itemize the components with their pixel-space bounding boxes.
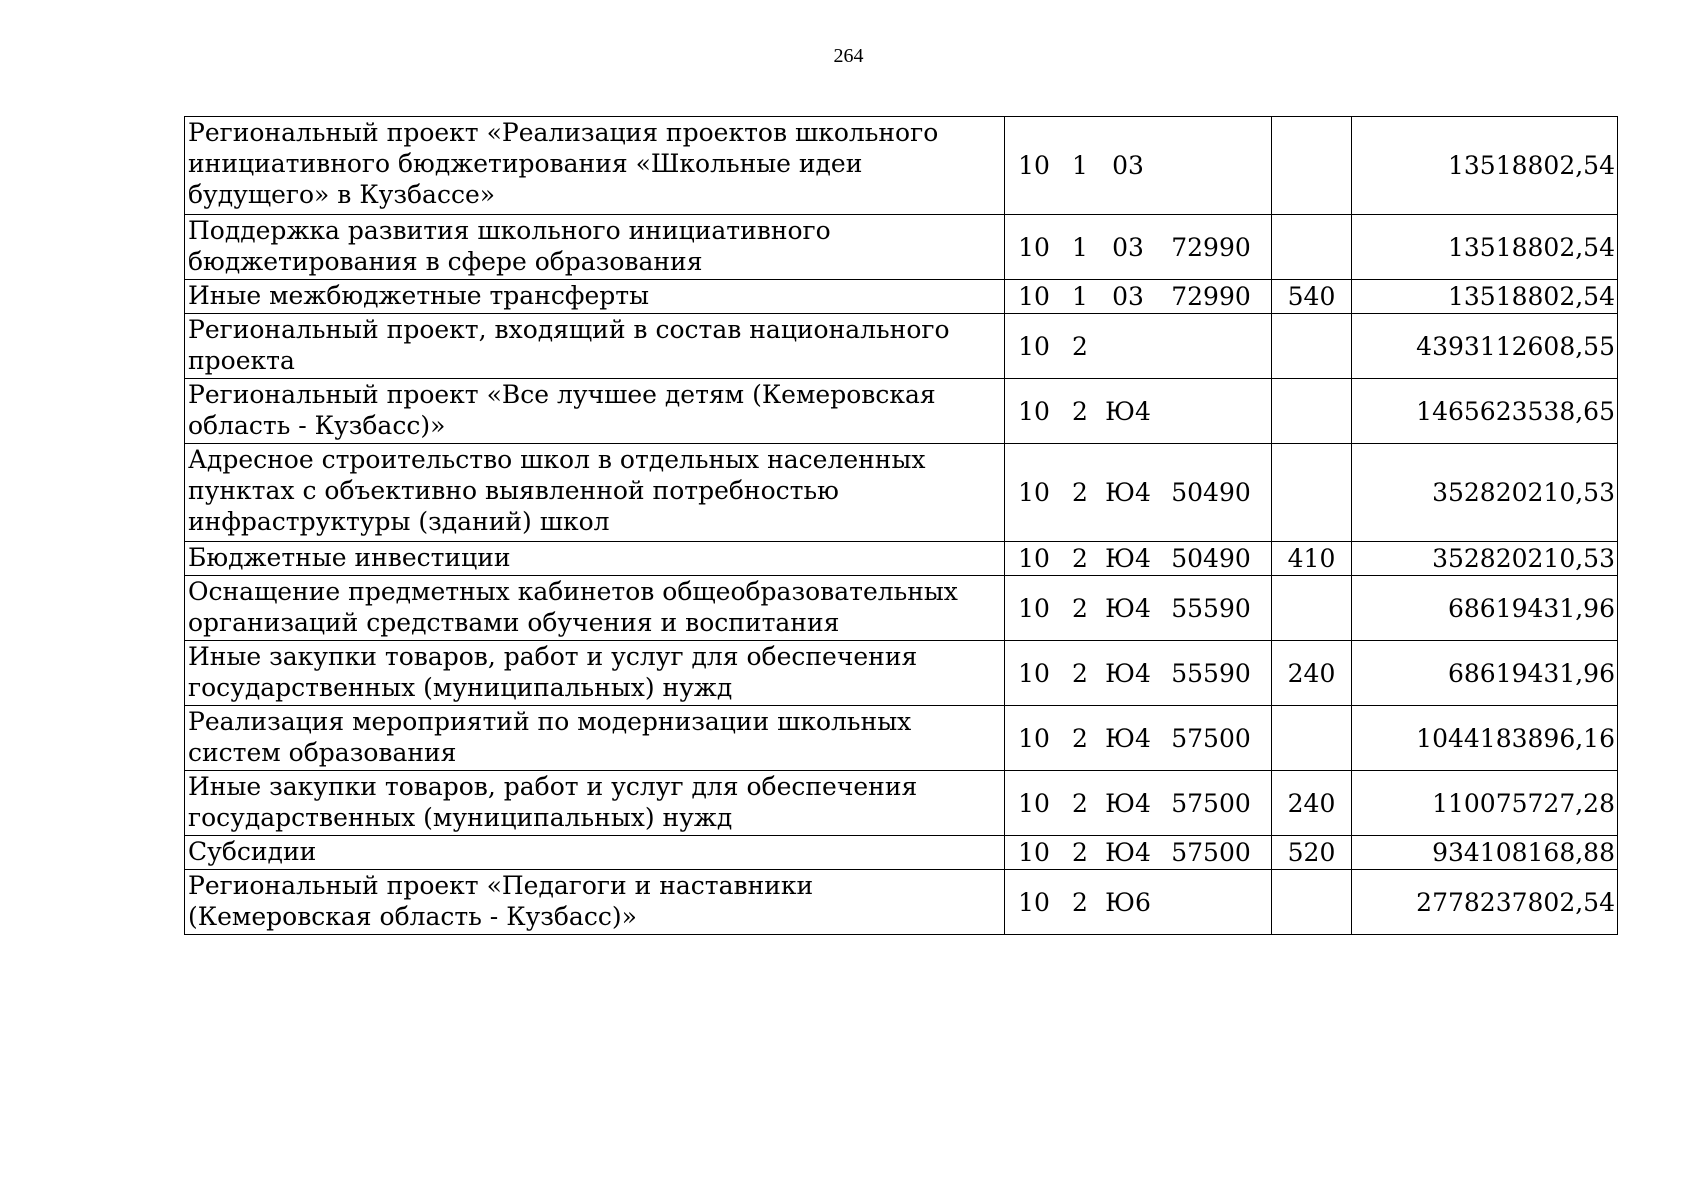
row-sum: 110075727,28 bbox=[1352, 771, 1618, 836]
row-name: Поддержка развития школьного инициативного бюджетирования в сфере образования bbox=[185, 215, 1005, 280]
code-direction: 72990 bbox=[1171, 232, 1251, 262]
code-subprogram: 03 bbox=[1112, 282, 1144, 311]
row-name: Реализация мероприятий по модернизации школьных систем образования bbox=[185, 706, 1005, 771]
row-codes bbox=[1005, 117, 1272, 215]
code-section: 10 bbox=[1018, 478, 1050, 507]
code-section: 10 bbox=[1018, 788, 1050, 818]
code-subprogram: Ю4 bbox=[1105, 478, 1151, 507]
code-direction: 55590 bbox=[1171, 658, 1251, 688]
row-name: Региональный проект «Реализация проектов школьного инициативного бюджетирования «Школьные идеи будущего» в Кузбассе» bbox=[185, 117, 1005, 215]
code-program: 1 bbox=[1072, 151, 1088, 180]
row-sum: 13518802,54 bbox=[1352, 280, 1618, 314]
code-program: 1 bbox=[1072, 282, 1088, 311]
code-program: 2 bbox=[1072, 887, 1088, 917]
row-expense-type: 240 bbox=[1272, 641, 1352, 706]
row-expense-type: 520 bbox=[1272, 836, 1352, 870]
row-expense-type bbox=[1272, 706, 1352, 771]
table-row bbox=[185, 641, 1618, 706]
code-direction: 55590 bbox=[1171, 593, 1251, 623]
row-expense-type bbox=[1272, 314, 1352, 379]
table-row bbox=[185, 314, 1618, 379]
row-codes bbox=[1005, 314, 1272, 379]
table-row bbox=[185, 870, 1618, 935]
code-program: 2 bbox=[1072, 331, 1088, 361]
code-subprogram: 03 bbox=[1112, 151, 1144, 180]
code-program: 2 bbox=[1072, 544, 1088, 573]
code-direction: 57500 bbox=[1171, 788, 1251, 818]
table-row bbox=[185, 280, 1618, 314]
table-row bbox=[185, 706, 1618, 771]
row-expense-type bbox=[1272, 379, 1352, 444]
row-sum: 4393112608,55 bbox=[1352, 314, 1618, 379]
table-row bbox=[185, 836, 1618, 870]
row-expense-type bbox=[1272, 576, 1352, 641]
row-expense-type bbox=[1272, 444, 1352, 542]
table-row bbox=[185, 576, 1618, 641]
row-sum: 68619431,96 bbox=[1352, 641, 1618, 706]
row-name: Бюджетные инвестиции bbox=[185, 542, 1005, 576]
row-codes bbox=[1005, 771, 1272, 836]
code-program: 2 bbox=[1072, 723, 1088, 753]
row-codes bbox=[1005, 542, 1272, 576]
code-section: 10 bbox=[1018, 544, 1050, 573]
row-codes bbox=[1005, 379, 1272, 444]
budget-table bbox=[184, 116, 1618, 935]
row-name: Региональный проект «Все лучшее детям (Кемеровская область - Кузбасс)» bbox=[185, 379, 1005, 444]
code-program: 2 bbox=[1072, 658, 1088, 688]
row-sum: 2778237802,54 bbox=[1352, 870, 1618, 935]
code-program: 2 bbox=[1072, 396, 1088, 426]
row-codes bbox=[1005, 576, 1272, 641]
table-row bbox=[185, 117, 1618, 215]
row-sum: 352820210,53 bbox=[1352, 444, 1618, 542]
code-direction: 57500 bbox=[1171, 723, 1251, 753]
table-row bbox=[185, 379, 1618, 444]
table-row bbox=[185, 215, 1618, 280]
code-program: 1 bbox=[1072, 232, 1088, 262]
code-section: 10 bbox=[1018, 838, 1050, 867]
code-section: 10 bbox=[1018, 282, 1050, 311]
row-codes bbox=[1005, 870, 1272, 935]
row-codes bbox=[1005, 280, 1272, 314]
row-name: Адресное строительство школ в отдельных населенных пунктах с объективно выявленной потребностью инфраструктуры (зданий) школ bbox=[185, 444, 1005, 542]
row-expense-type: 410 bbox=[1272, 542, 1352, 576]
code-subprogram: Ю4 bbox=[1105, 788, 1151, 818]
code-section: 10 bbox=[1018, 396, 1050, 426]
code-direction: 57500 bbox=[1171, 838, 1251, 867]
row-sum: 13518802,54 bbox=[1352, 215, 1618, 280]
row-sum: 1465623538,65 bbox=[1352, 379, 1618, 444]
code-section: 10 bbox=[1018, 593, 1050, 623]
row-codes bbox=[1005, 706, 1272, 771]
row-expense-type bbox=[1272, 870, 1352, 935]
code-subprogram: Ю4 bbox=[1105, 544, 1151, 573]
row-codes bbox=[1005, 836, 1272, 870]
row-name: Региональный проект «Педагоги и наставники (Кемеровская область - Кузбасс)» bbox=[185, 870, 1005, 935]
row-name: Иные закупки товаров, работ и услуг для обеспечения государственных (муниципальных) нужд bbox=[185, 641, 1005, 706]
row-codes bbox=[1005, 444, 1272, 542]
row-sum: 934108168,88 bbox=[1352, 836, 1618, 870]
table-row bbox=[185, 444, 1618, 542]
code-direction: 50490 bbox=[1171, 478, 1251, 507]
code-section: 10 bbox=[1018, 723, 1050, 753]
code-subprogram: Ю4 bbox=[1105, 658, 1151, 688]
code-subprogram: Ю4 bbox=[1105, 723, 1151, 753]
row-codes bbox=[1005, 215, 1272, 280]
row-name: Региональный проект, входящий в состав национального проекта bbox=[185, 314, 1005, 379]
row-sum: 352820210,53 bbox=[1352, 542, 1618, 576]
row-sum: 13518802,54 bbox=[1352, 117, 1618, 215]
code-section: 10 bbox=[1018, 151, 1050, 180]
code-section: 10 bbox=[1018, 232, 1050, 262]
code-subprogram: Ю4 bbox=[1105, 593, 1151, 623]
row-name: Иные закупки товаров, работ и услуг для обеспечения государственных (муниципальных) нужд bbox=[185, 771, 1005, 836]
code-program: 2 bbox=[1072, 478, 1088, 507]
row-expense-type bbox=[1272, 215, 1352, 280]
code-direction: 72990 bbox=[1171, 282, 1251, 311]
code-section: 10 bbox=[1018, 887, 1050, 917]
code-subprogram: Ю4 bbox=[1105, 396, 1151, 426]
code-program: 2 bbox=[1072, 593, 1088, 623]
code-direction: 50490 bbox=[1171, 544, 1251, 573]
row-expense-type bbox=[1272, 117, 1352, 215]
row-name: Оснащение предметных кабинетов общеобразовательных организаций средствами обучения и воспитания bbox=[185, 576, 1005, 641]
row-name: Иные межбюджетные трансферты bbox=[185, 280, 1005, 314]
code-subprogram: Ю4 bbox=[1105, 838, 1151, 867]
row-codes bbox=[1005, 641, 1272, 706]
code-subprogram: 03 bbox=[1112, 232, 1144, 262]
row-sum: 68619431,96 bbox=[1352, 576, 1618, 641]
code-subprogram: Ю6 bbox=[1105, 887, 1151, 917]
code-section: 10 bbox=[1018, 658, 1050, 688]
row-expense-type: 240 bbox=[1272, 771, 1352, 836]
row-sum: 1044183896,16 bbox=[1352, 706, 1618, 771]
table-row bbox=[185, 771, 1618, 836]
code-program: 2 bbox=[1072, 838, 1088, 867]
code-section: 10 bbox=[1018, 331, 1050, 361]
code-program: 2 bbox=[1072, 788, 1088, 818]
row-expense-type: 540 bbox=[1272, 280, 1352, 314]
page-number: 264 bbox=[833, 45, 864, 67]
table-row bbox=[185, 542, 1618, 576]
row-name: Субсидии bbox=[185, 836, 1005, 870]
